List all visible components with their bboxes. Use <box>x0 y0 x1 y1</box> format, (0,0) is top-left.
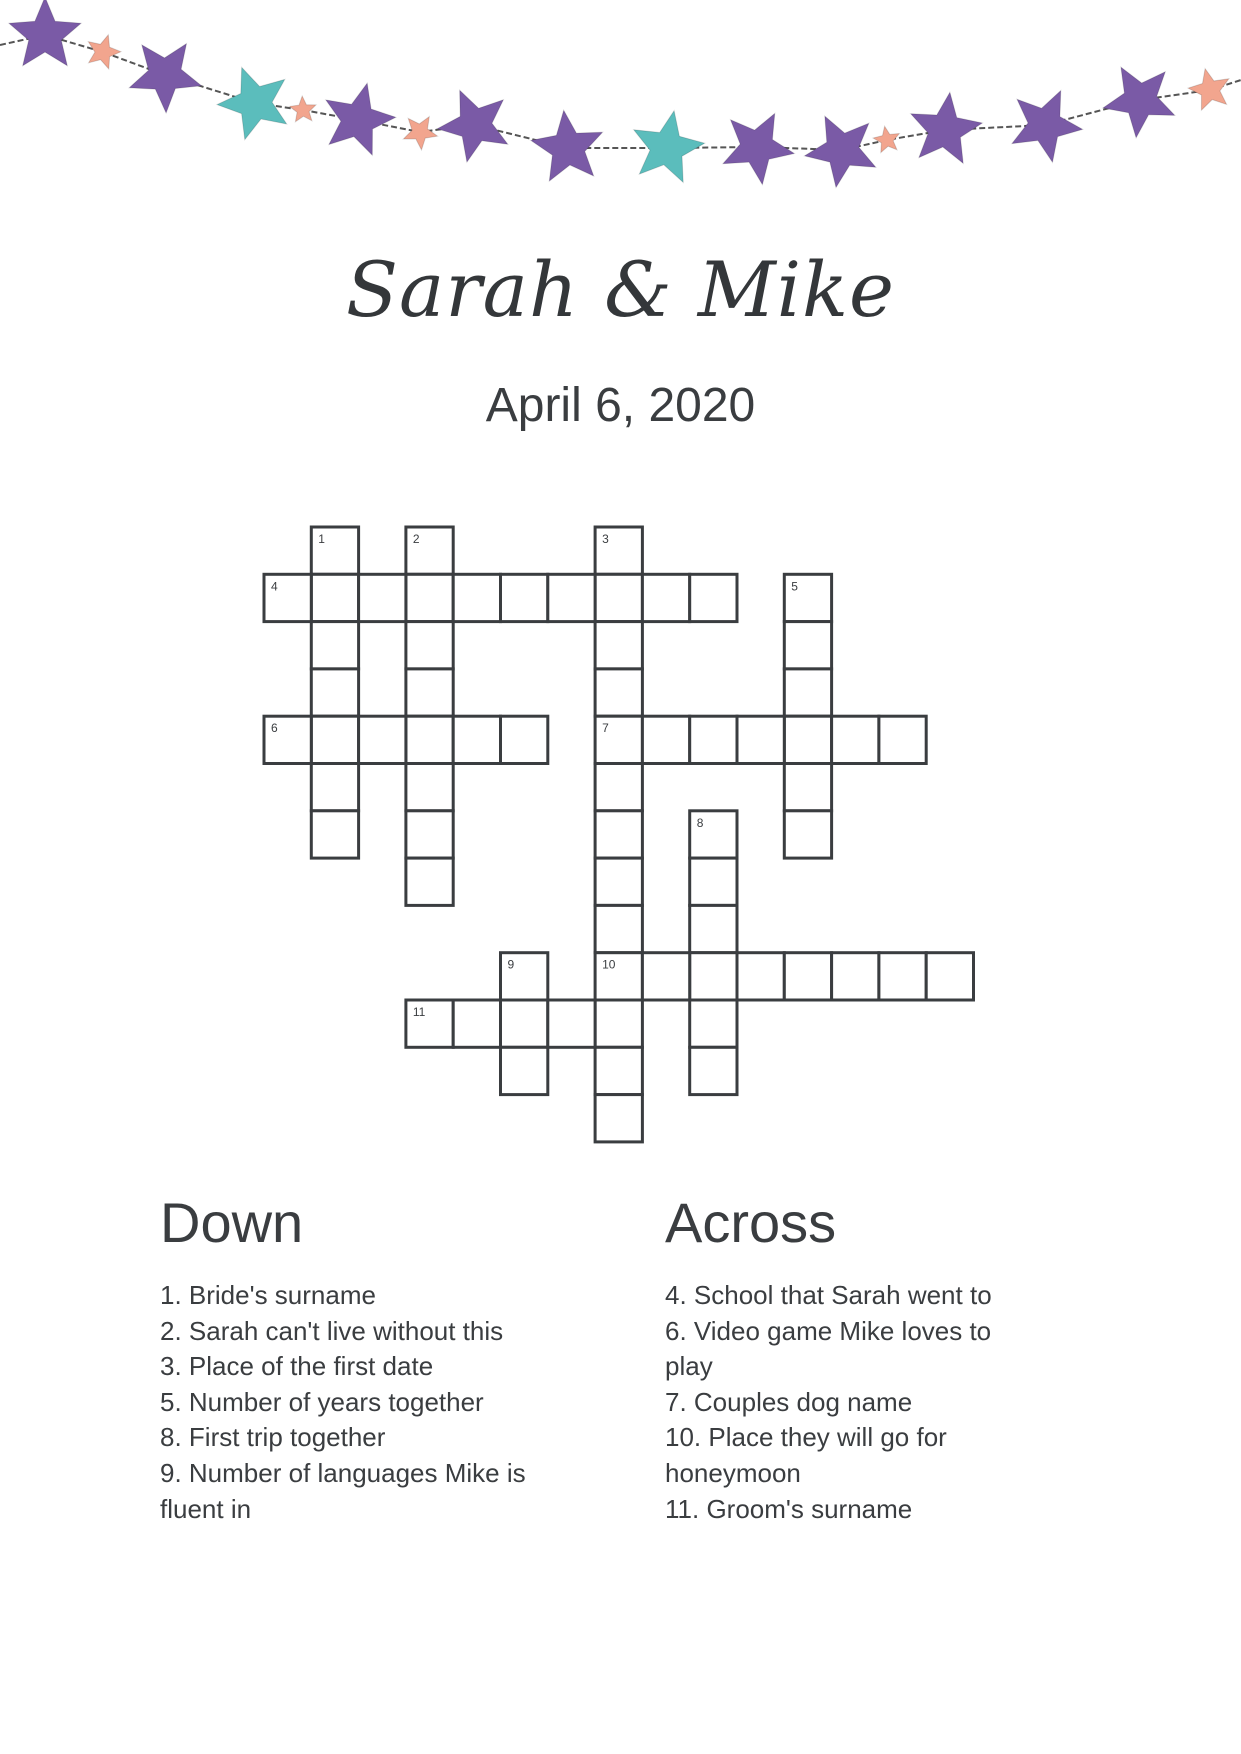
crossword-cell[interactable] <box>311 622 358 669</box>
crossword-cell[interactable] <box>311 574 358 621</box>
crossword-cell[interactable] <box>501 1000 548 1047</box>
crossword-cell[interactable] <box>784 716 831 763</box>
crossword-cell[interactable] <box>690 858 737 905</box>
down-clues <box>160 1278 580 1527</box>
crossword-cell[interactable] <box>784 811 831 858</box>
cell-number: 11 <box>412 1005 426 1019</box>
crossword-cell[interactable] <box>406 574 453 621</box>
crossword-cell[interactable] <box>784 669 831 716</box>
crossword-cell[interactable] <box>595 1047 642 1094</box>
crossword-cell[interactable] <box>642 574 689 621</box>
down-clue: 9. Number of languages Mike is fluent in <box>160 1457 526 1524</box>
crossword-cell[interactable] <box>690 1047 737 1094</box>
down-clue: 1. Bride's surname <box>160 1280 376 1310</box>
crossword-cell[interactable] <box>311 669 358 716</box>
crossword-cell[interactable] <box>595 1000 642 1047</box>
cell-number: 10 <box>602 957 616 972</box>
crossword-cell[interactable] <box>406 669 453 716</box>
crossword-cell[interactable] <box>359 716 406 763</box>
cell-number: 5 <box>791 579 798 594</box>
across-clue: 10. Place they will go for honeymoon <box>665 1422 947 1488</box>
crossword-cell[interactable] <box>784 764 831 811</box>
crossword-cell[interactable] <box>690 953 737 1000</box>
down-clue: 8. First trip together <box>160 1422 386 1453</box>
crossword-cell[interactable] <box>595 1095 642 1142</box>
crossword-cell[interactable] <box>642 716 689 763</box>
crossword-cell[interactable] <box>784 622 831 669</box>
across-clues <box>665 1278 1040 1527</box>
crossword-cell[interactable] <box>737 953 784 1000</box>
crossword-cell[interactable] <box>879 716 926 763</box>
crossword-cell[interactable] <box>737 716 784 763</box>
crossword-cell[interactable] <box>453 716 500 763</box>
crossword-cell[interactable] <box>595 811 642 858</box>
down-clue: 5. Number of years together <box>160 1386 484 1417</box>
across-clue: 6. Video game Mike loves to play <box>665 1315 992 1382</box>
crossword-cell[interactable] <box>595 858 642 905</box>
across-heading: Across <box>665 1191 837 1254</box>
crossword-cell[interactable] <box>453 1000 500 1047</box>
crossword-cell[interactable] <box>784 953 831 1000</box>
crossword-cell[interactable] <box>359 574 406 621</box>
crossword-cell[interactable] <box>690 1000 737 1047</box>
across-clue: 4. School that Sarah went to <box>665 1280 992 1310</box>
crossword-cell[interactable] <box>832 716 879 763</box>
cell-number: 9 <box>507 957 515 972</box>
across-clue: 7. Couples dog name <box>665 1386 913 1417</box>
crossword-cell[interactable] <box>406 622 453 669</box>
crossword-cell[interactable] <box>595 669 642 716</box>
cell-number: 7 <box>602 721 609 736</box>
crossword-cell[interactable] <box>406 764 453 811</box>
crossword-cell[interactable] <box>548 1000 595 1047</box>
crossword-cell[interactable] <box>595 764 642 811</box>
couple-names-title: Sarah & Mike <box>345 245 896 334</box>
crossword-cell[interactable] <box>690 574 737 621</box>
crossword-cell[interactable] <box>311 716 358 763</box>
crossword-cell[interactable] <box>501 716 548 763</box>
crossword-cell[interactable] <box>311 811 358 858</box>
crossword-cell[interactable] <box>406 716 453 763</box>
crossword-cell[interactable] <box>832 953 879 1000</box>
cell-number: 4 <box>271 579 278 594</box>
cell-number: 2 <box>412 532 420 546</box>
crossword-cell[interactable] <box>690 716 737 763</box>
across-clue: 11. Groom's surname <box>665 1493 913 1524</box>
crossword-cell[interactable] <box>501 574 548 621</box>
crossword-cell[interactable] <box>879 953 926 1000</box>
crossword-cell[interactable] <box>548 574 595 621</box>
down-clue: 2. Sarah can't live without this <box>160 1315 504 1346</box>
cell-number: 1 <box>318 532 325 546</box>
down-clue: 3. Place of the first date <box>160 1351 434 1382</box>
crossword-cell[interactable] <box>642 953 689 1000</box>
cell-number: 3 <box>602 532 609 546</box>
crossword-cell[interactable] <box>406 811 453 858</box>
crossword-cell[interactable] <box>926 953 973 1000</box>
down-heading: Down <box>160 1191 304 1254</box>
crossword-cell[interactable] <box>311 764 358 811</box>
crossword-cell[interactable] <box>595 574 642 621</box>
crossword-cell[interactable] <box>406 858 453 905</box>
cell-number: 6 <box>271 721 278 736</box>
crossword-cell[interactable] <box>690 905 737 952</box>
crossword-cell[interactable] <box>595 622 642 669</box>
crossword-cell[interactable] <box>453 574 500 621</box>
wedding-date: April 6, 2020 <box>485 379 756 432</box>
crossword-cell[interactable] <box>501 1047 548 1094</box>
cell-number: 8 <box>696 815 704 830</box>
crossword-cell[interactable] <box>595 905 642 952</box>
